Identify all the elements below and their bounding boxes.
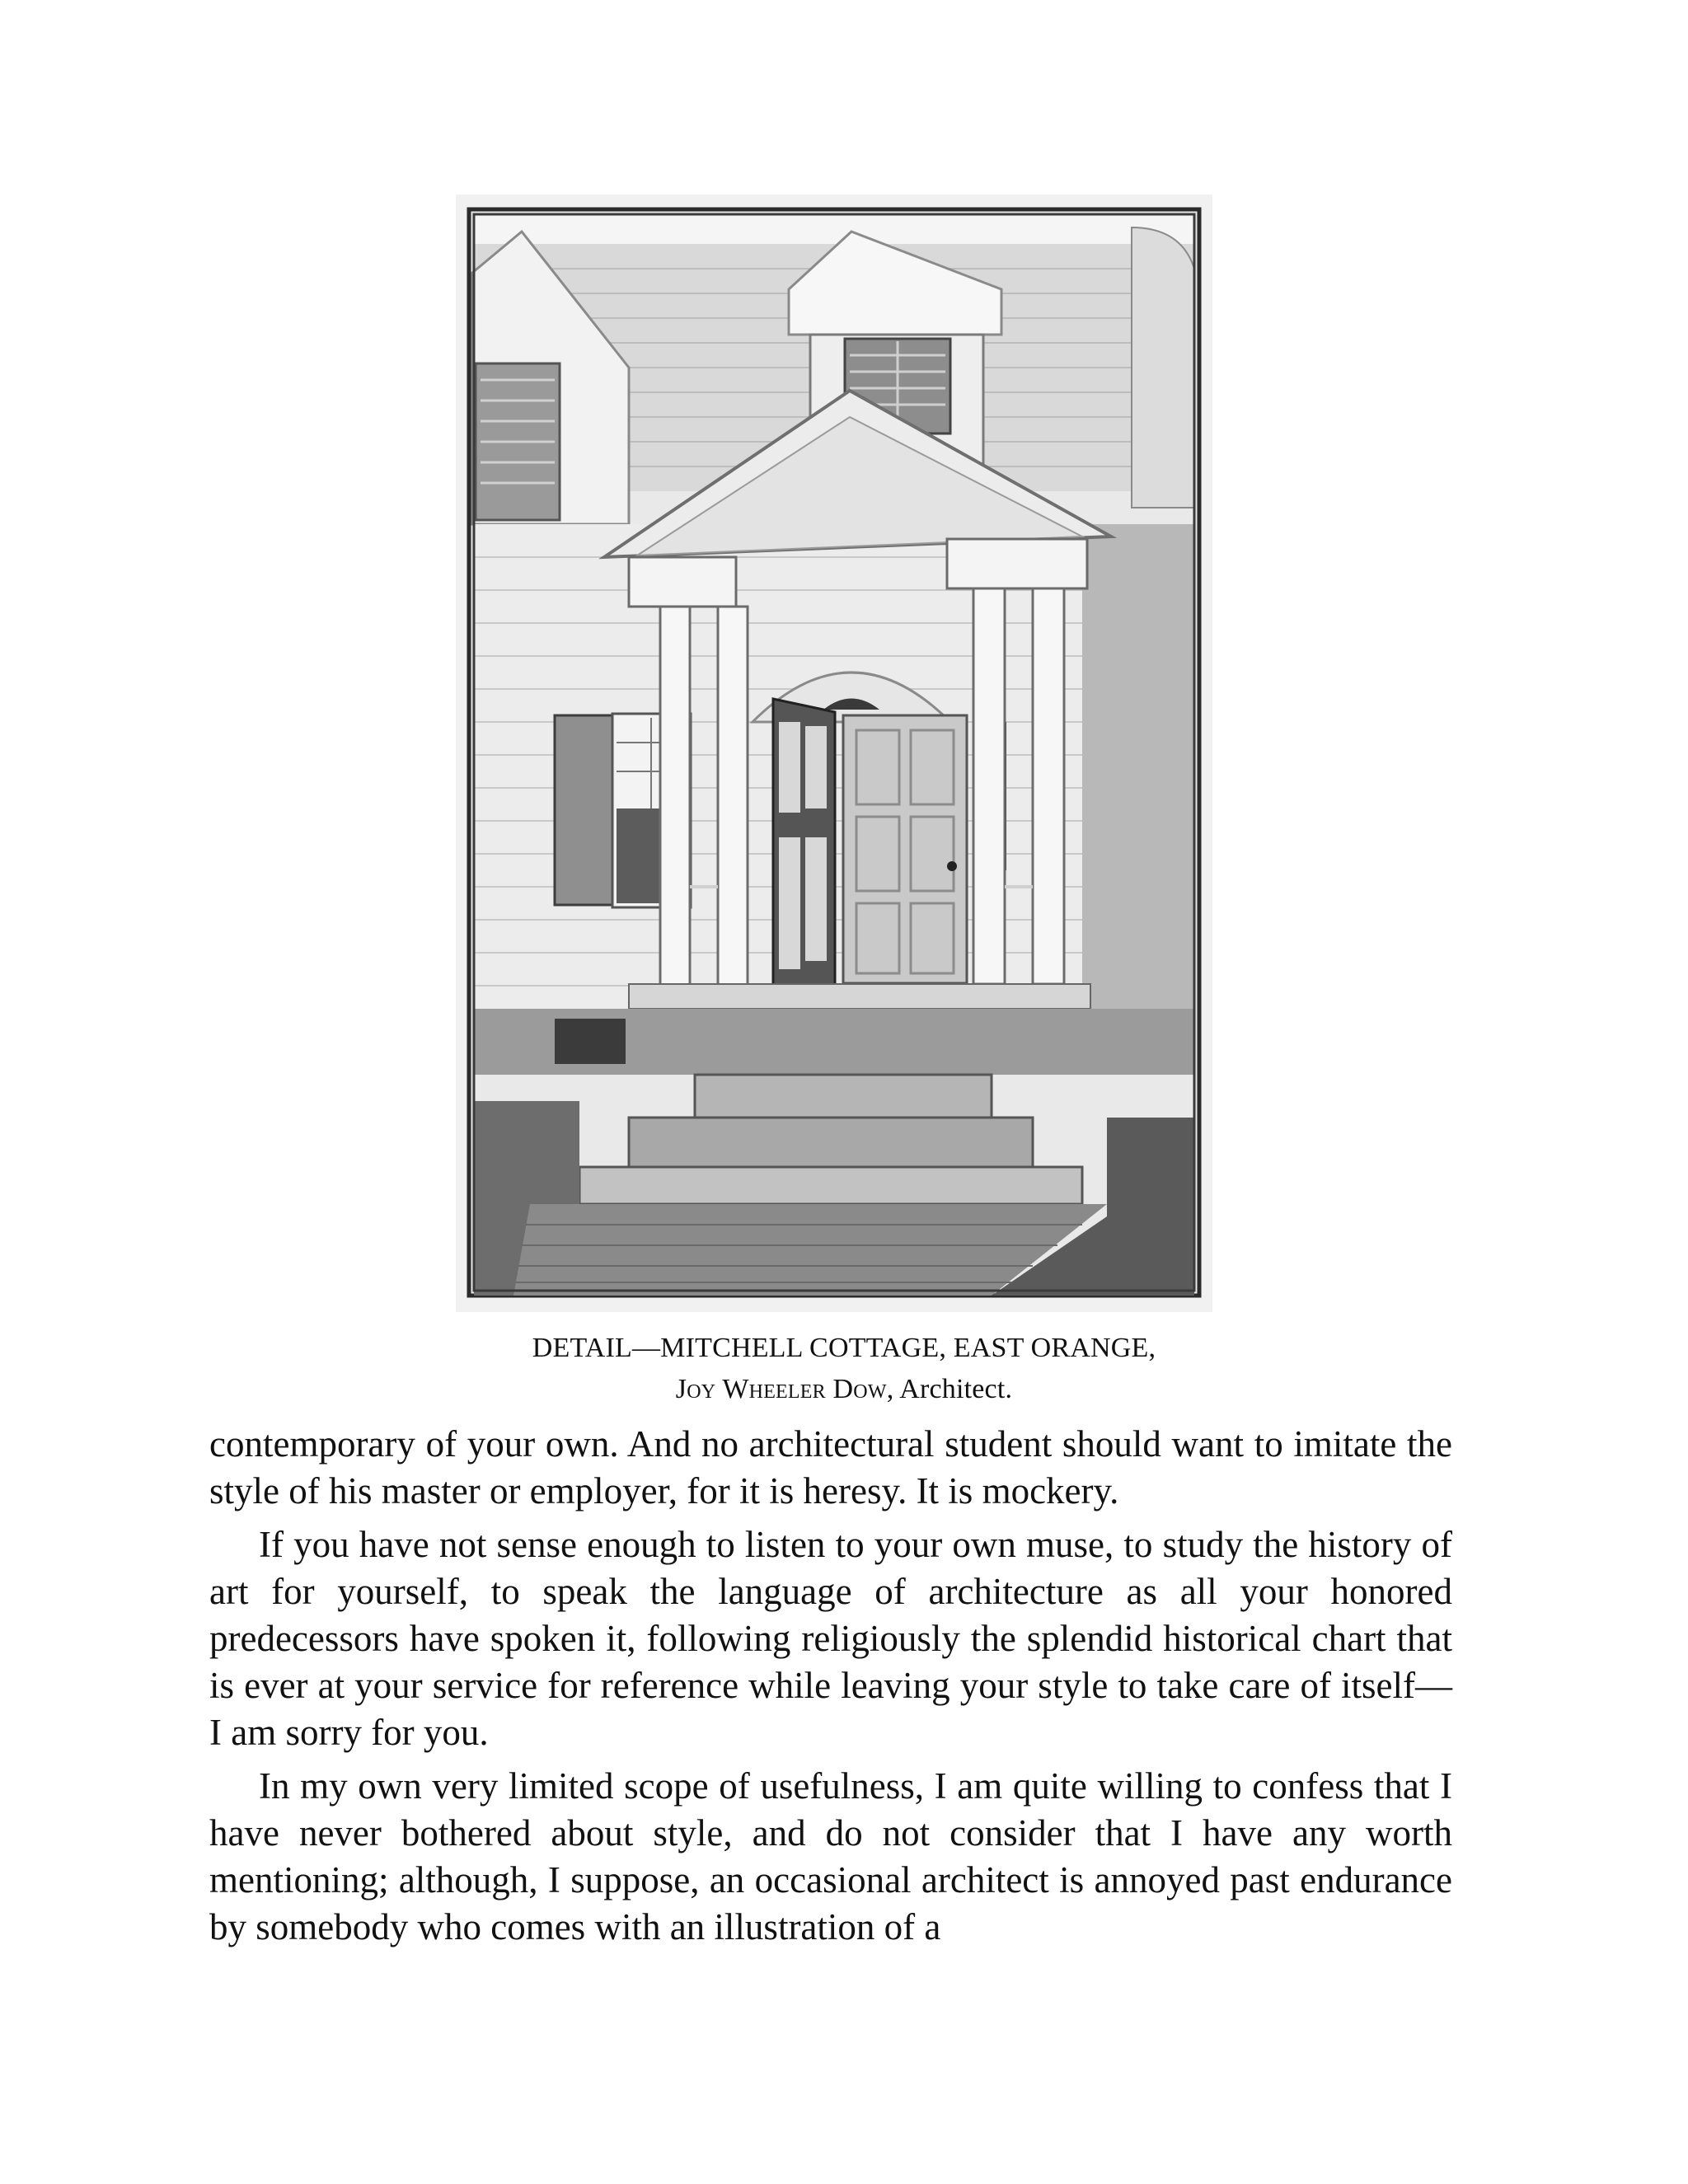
paragraph-1: contemporary of your own. And no architectural student should want to imitate the style of his master or employer, for it is heresy. It is mockery. [209,1423,1452,1511]
body-text [209,1421,1452,1957]
figure-caption-title: DETAIL—MITCHELL COTTAGE, EAST ORANGE, [532,1333,1156,1363]
architect-suffix: , Architect. [886,1374,1013,1404]
figure-caption-credit [0,1371,1688,1408]
cottage-entrance-photograph [456,194,1212,1312]
photo-illustration [456,194,1212,1312]
paragraph-3: In my own very limited scope of usefulness, I am quite willing to confess that I have never bothered about style, and do not consider that I have any worth mentioning; although, I suppose, an occasional architect is annoyed past endurance by somebody who comes with an illustration of a [209,1765,1452,1947]
paragraph-2: If you have not sense enough to listen to your own muse, to study the history of art for yourself, to speak the language of architecture as all your honored predecessors have spoken it, following religiously the splendid historical chart that is ever at your service for reference while leaving your style to take care of itself—I am sorry for you. [209,1524,1452,1753]
architect-name: Joy Wheeler Dow [675,1374,887,1404]
